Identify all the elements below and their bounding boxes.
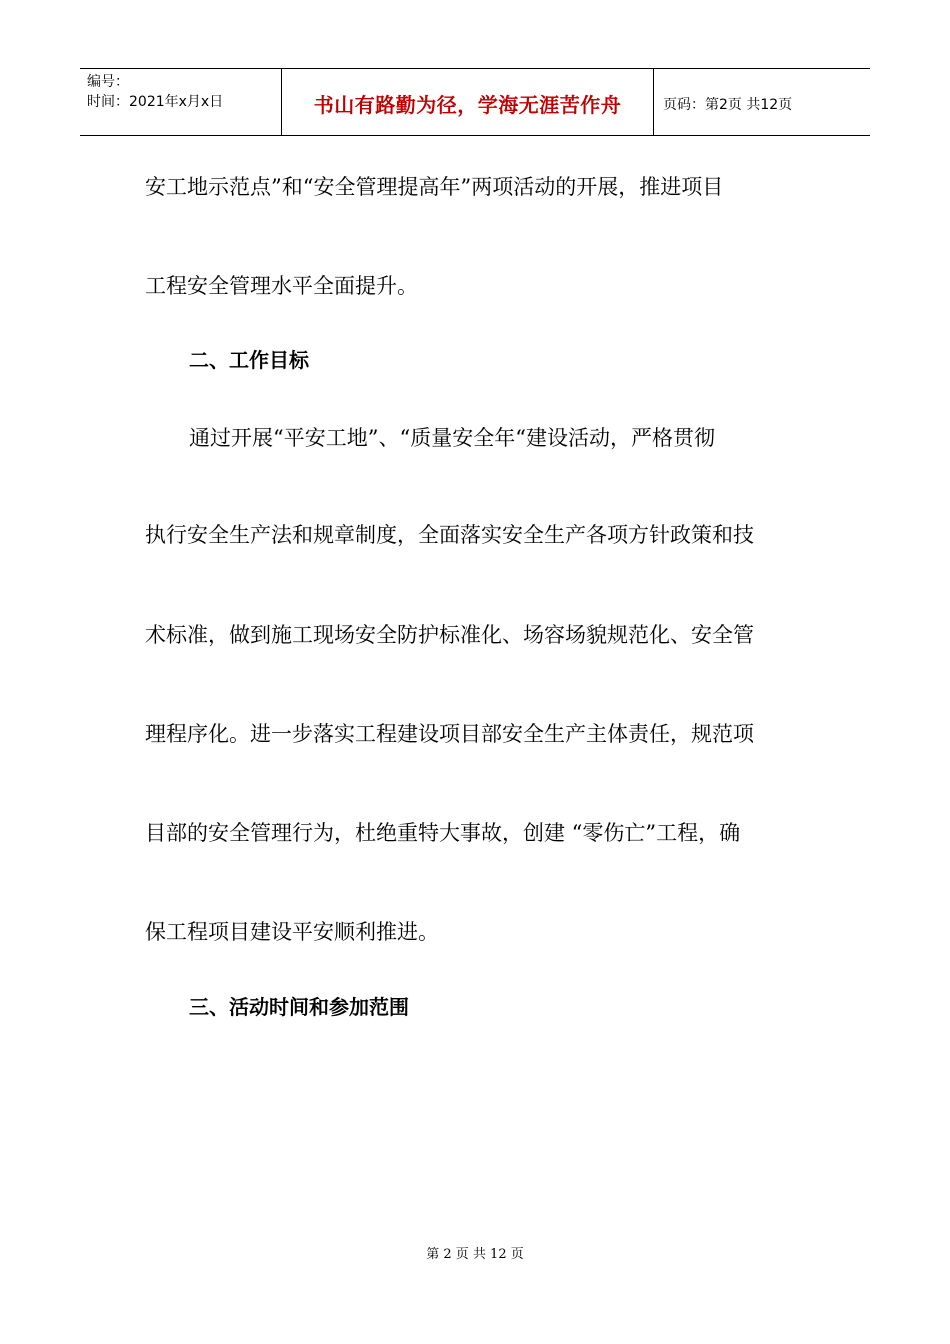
header-motto: 书山有路勤为径，学海无涯苦作舟 [313, 93, 622, 117]
body-line: 术标准，做到施工现场安全防护标准化、场容场貌规范化、安全管 [145, 623, 754, 647]
body-line: 理程序化。进一步落实工程建设项目部安全生产主体责任，规范项 [145, 722, 754, 746]
body-line: 目部的安全管理行为，杜绝重特大事故，创建 “零伤亡”工程，确 [145, 821, 741, 845]
section-heading-time-scope: 三、活动时间和参加范围 [189, 995, 409, 1019]
page-header [80, 68, 870, 136]
page-footer: 第 2 页 共 12 页 [426, 1247, 524, 1262]
body-line: 执行安全生产法和规章制度，全面落实安全生产各项方针政策和技 [145, 523, 754, 547]
header-page-info: 页码：第2页 共12页 [663, 96, 793, 113]
header-page-cell [654, 69, 870, 135]
serial-number-label: 编号： [87, 74, 129, 90]
body-line: 工程安全管理水平全面提升。 [145, 274, 418, 298]
header-motto-cell [282, 69, 654, 135]
header-meta [80, 69, 282, 135]
date-label: 时间：2021年x月x日 [87, 94, 224, 110]
body-line: 保工程项目建设平安顺利推进。 [145, 920, 439, 944]
section-heading-goals: 二、工作目标 [189, 348, 309, 372]
body-line: 安工地示范点”和“安全管理提高年”两项活动的开展，推进项目 [145, 175, 724, 199]
body-line: 通过开展“平安工地”、“质量安全年“建设活动，严格贯彻 [189, 426, 715, 450]
